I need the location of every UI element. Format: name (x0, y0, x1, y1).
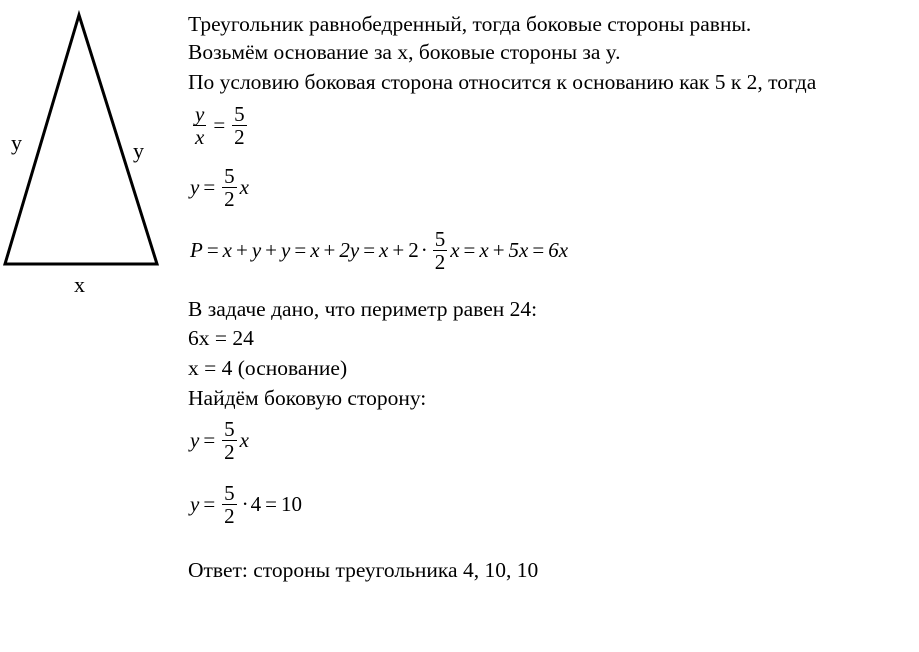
formula-y-expression (190, 165, 249, 210)
answer-line: Ответ: стороны треугольника 4, 10, 10 (188, 558, 539, 582)
denominator: 2 (224, 504, 235, 529)
plus-sign: + (265, 238, 278, 263)
denominator: x (195, 125, 205, 150)
fraction-5-over-2 (232, 103, 247, 148)
variable-x: x (310, 238, 320, 263)
equals-sign: = (213, 113, 226, 138)
fraction-y-over-x (193, 103, 206, 148)
equals-sign: = (203, 428, 216, 453)
fraction-5-over-2 (433, 228, 448, 273)
fraction-5-over-2 (222, 482, 237, 527)
plus-sign: + (236, 238, 248, 263)
dot-operator: · (241, 492, 249, 517)
number-2: 2 (408, 238, 419, 263)
variable-x: x (222, 238, 232, 263)
text-line-3: По условию боковая сторона относится к основанию как 5 к 2, тогда (188, 70, 817, 94)
equals-sign: = (532, 238, 545, 263)
variable-x: x (479, 238, 489, 263)
right-side-label: y (133, 138, 144, 163)
text-line-1: Треугольник равнобедренный, тогда боковые стороны равны. (188, 12, 752, 36)
variable-y: y (281, 238, 291, 263)
base-label: x (74, 272, 85, 297)
equals-sign: = (363, 238, 376, 263)
isosceles-triangle-figure (0, 0, 180, 310)
plus-sign: + (392, 238, 405, 263)
left-side-label: y (11, 130, 22, 155)
variable-x: x (379, 238, 389, 263)
variable-P: P (190, 238, 203, 263)
denominator: 2 (224, 187, 235, 212)
term-6x: 6x (548, 238, 569, 263)
variable-x: x (239, 428, 249, 453)
equals-sign: = (294, 238, 307, 263)
text-line-6: x = 4 (основание) (188, 356, 348, 380)
denominator: 2 (434, 250, 446, 275)
variable-y: y (190, 175, 200, 200)
dot-operator: · (420, 238, 428, 263)
equals-sign: = (206, 238, 219, 263)
term-2y: 2y (339, 238, 360, 263)
plus-sign: + (323, 238, 336, 263)
number-4: 4 (250, 492, 262, 517)
text-line-4: В задаче дано, что периметр равен 24: (188, 297, 538, 321)
fraction-5-over-2 (222, 418, 237, 463)
text-line-5: 6x = 24 (188, 326, 254, 350)
equals-sign: = (203, 492, 216, 517)
formula-perimeter (190, 228, 568, 273)
variable-x: x (450, 238, 460, 263)
text-line-7: Найдём боковую сторону: (188, 386, 427, 410)
equals-sign: = (265, 492, 278, 517)
equals-sign: = (463, 238, 476, 263)
term-5x: 5x (508, 238, 529, 263)
text-line-2: Возьмём основание за x, боковые стороны за y. (188, 40, 621, 64)
variable-y: y (251, 238, 262, 263)
numerator: 5 (224, 417, 235, 441)
fraction-5-over-2 (222, 165, 237, 210)
numerator: 5 (224, 164, 235, 188)
number-10: 10 (281, 492, 303, 517)
denominator: 2 (234, 125, 245, 150)
plus-sign: + (492, 238, 505, 263)
variable-y: y (190, 492, 200, 517)
formula-ratio (190, 103, 250, 148)
formula-y-result (190, 482, 302, 527)
variable-x: x (239, 175, 249, 200)
numerator: y (195, 102, 205, 126)
numerator: 5 (234, 102, 245, 126)
triangle-drawing (0, 0, 180, 310)
denominator: 2 (224, 440, 235, 465)
formula-y-expression-2 (190, 418, 249, 463)
variable-y: y (190, 428, 200, 453)
numerator: 5 (434, 227, 446, 251)
numerator: 5 (224, 481, 235, 505)
equals-sign: = (203, 175, 216, 200)
